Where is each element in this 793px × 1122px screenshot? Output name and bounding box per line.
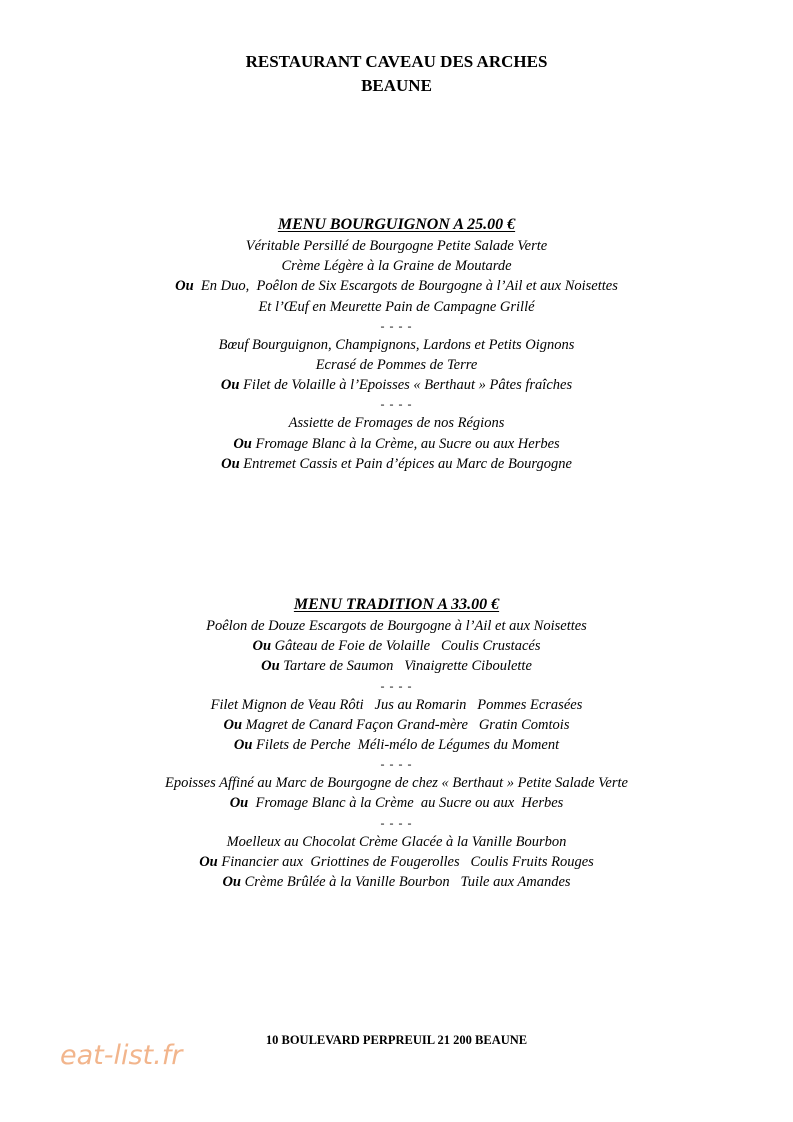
or-label: Ou [220, 377, 240, 394]
or-label: Ou [199, 853, 218, 870]
or-label: Ou [222, 874, 241, 891]
course-separator: - - - - [380, 757, 413, 772]
or-label: Ou [221, 455, 240, 472]
menu-tradition [0, 594, 793, 892]
menu-item-text: Fromage Blanc à la Crème au Sucre ou aux Herbes [248, 795, 564, 812]
or-label: Ou [261, 658, 280, 675]
menu-bourguignon [0, 214, 793, 474]
menu-item [0, 375, 793, 395]
or-label: Ou [233, 737, 253, 754]
menu-item [0, 636, 793, 656]
menu-item-text: Entremet Cassis et Pain d’épices au Marc de Bourgogne [239, 455, 572, 472]
or-label: Ou [229, 795, 249, 812]
restaurant-city: BEAUNE [361, 76, 432, 95]
menu-item: Poêlon de Douze Escargots de Bourgogne à l’Ail et aux Noisettes [206, 618, 587, 634]
menu-item [0, 715, 793, 735]
course-separator: - - - - [380, 397, 413, 412]
course-separator: - - - - [380, 318, 413, 333]
menu-item: Ecrasé de Pommes de Terre [315, 357, 478, 374]
course-separator: - - - - [380, 815, 413, 830]
menu-item-text: Financier aux Griottines de Fougerolles Coulis Fruits Rouges [217, 853, 594, 870]
or-label: Ou [252, 638, 272, 655]
menu-item [0, 735, 793, 755]
menu-item: Crème Légère à la Graine de Moutarde [281, 258, 512, 275]
menu-item: Bœuf Bourguignon, Champignons, Lardons et Petits Oignons [218, 336, 575, 353]
menu-item-text: Tartare de Saumon Vinaigrette Ciboulette [279, 658, 532, 675]
restaurant-name: RESTAURANT CAVEAU DES ARCHES [245, 52, 548, 71]
menu-item: Epoisses Affiné au Marc de Bourgogne de chez « Berthaut » Petite Salade Verte [165, 775, 628, 792]
menu-item [0, 852, 793, 872]
menu-item: Véritable Persillé de Bourgogne Petite Salade Verte [245, 238, 548, 254]
menu-item [0, 454, 793, 474]
menu-item-text: En Duo, Poêlon de Six Escargots de Bourgogne à l’Ail et aux Noisettes [193, 278, 618, 295]
menu-item [0, 872, 793, 892]
menu-item-text: Crème Brûlée à la Vanille Bourbon Tuile aux Amandes [240, 874, 571, 891]
menu-item [0, 793, 793, 813]
course-separator: - - - - [380, 678, 413, 693]
menu-tradition-title: MENU TRADITION A 33.00 € [293, 596, 500, 613]
menu-item-text: Fromage Blanc à la Crème, au Sucre ou aux Herbes [251, 435, 560, 452]
menu-item: Et l’Œuf en Meurette Pain de Campagne Grillé [258, 298, 535, 315]
menu-item-text: Filet de Volaille à l’Epoisses « Berthaut » Pâtes fraîches [239, 377, 573, 394]
or-label: Ou [233, 435, 252, 452]
menu-item: Moelleux au Chocolat Crème Glacée à la Vanille Bourbon [226, 833, 567, 850]
menu-bourguignon-title: MENU BOURGUIGNON A 25.00 € [277, 216, 516, 233]
menu-item-text: Filets de Perche Méli-mélo de Légumes du Moment [252, 737, 560, 754]
menu-item [0, 434, 793, 454]
menu-item-text: Magret de Canard Façon Grand-mère Gratin Comtois [242, 716, 570, 733]
watermark-logo: eat-list.fr [60, 1040, 183, 1071]
menu-item: Filet Mignon de Veau Rôti Jus au Romarin Pommes Ecrasées [210, 696, 583, 713]
menu-item: Assiette de Fromages de nos Régions [288, 415, 505, 432]
restaurant-address: 10 BOULEVARD PERPREUIL 21 200 BEAUNE [265, 1033, 528, 1047]
menu-item [0, 276, 793, 296]
menu-item [0, 656, 793, 676]
or-label: Ou [223, 716, 243, 733]
menu-item-text: Gâteau de Foie de Volaille Coulis Crustacés [271, 638, 541, 655]
or-label: Ou [175, 278, 194, 295]
restaurant-header [0, 50, 793, 98]
